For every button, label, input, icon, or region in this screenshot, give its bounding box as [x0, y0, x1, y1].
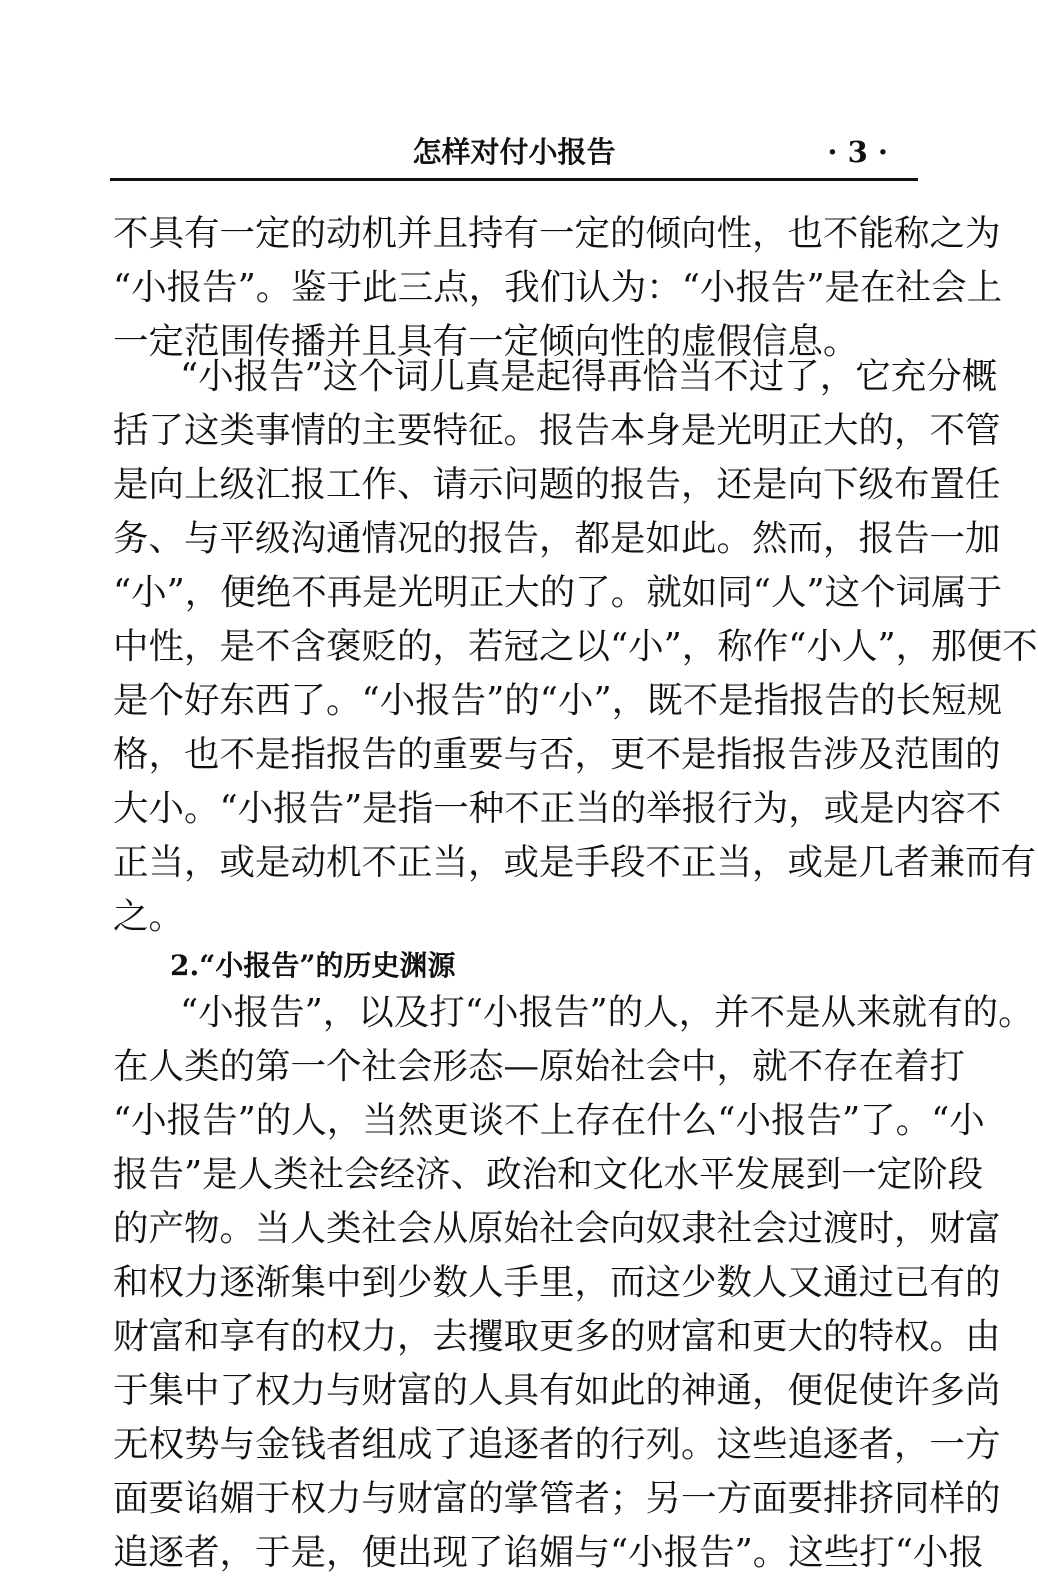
paragraph-first-line: “小报告”，以及打“小报告”的人，并不是从来就有的。: [180, 992, 1034, 1033]
running-header: [110, 128, 918, 176]
body-line: 面要谄媚于权力与财富的掌管者；另一方面要排挤同样的: [113, 1478, 1001, 1519]
body-line: 无权势与金钱者组成了追逐者的行列。这些追逐者，一方: [113, 1424, 1001, 1465]
body-line: 是向上级汇报工作、请示问题的报告，还是向下级布置任: [113, 464, 1001, 505]
section-heading: 2.“小报告”的历史渊源: [170, 949, 456, 982]
body-line: “小报告”。鉴于此三点，我们认为：“小报告”是在社会上: [113, 267, 1003, 308]
body-line: 在人类的第一个社会形态—原始社会中，就不存在着打: [113, 1046, 966, 1087]
body-line: 大小。“小报告”是指一种不正当的举报行为，或是内容不: [113, 788, 1002, 829]
page-number: · 3 ·: [827, 135, 888, 169]
body-line: 中性，是不含褒贬的，若冠之以“小”，称作“小人”，那便不: [113, 626, 1038, 667]
body-line: 务、与平级沟通情况的报告，都是如此。然而，报告一加: [113, 518, 1001, 559]
body-line: 于集中了权力与财富的人具有如此的神通，便促使许多尚: [113, 1370, 1001, 1411]
body-line: 是个好东西了。“小报告”的“小”，既不是指报告的长短规: [113, 680, 1003, 721]
body-line: “小报告”的人，当然更谈不上存在什么“小报告”了。“小: [113, 1100, 985, 1141]
body-line: 财富和享有的权力，去攫取更多的财富和更大的特权。由: [113, 1316, 1001, 1357]
body-line: 不具有一定的动机并且持有一定的倾向性，也不能称之为: [113, 213, 1001, 254]
body-line: 追逐者，于是，便出现了谄媚与“小报告”。这些打“小报: [113, 1532, 984, 1573]
body-line: 报告”是人类社会经济、政治和文化水平发展到一定阶段: [113, 1154, 984, 1195]
body-line: 格，也不是指报告的重要与否，更不是指报告涉及范围的: [113, 734, 1001, 775]
body-line: 和权力逐渐集中到少数人手里，而这少数人又通过已有的: [113, 1262, 1001, 1303]
body-line: 括了这类事情的主要特征。报告本身是光明正大的，不管: [113, 410, 1001, 451]
running-header-title: 怎样对付小报告: [412, 135, 616, 169]
header-rule: [110, 178, 918, 181]
body-line: 正当，或是动机不正当，或是手段不正当，或是几者兼而有: [113, 842, 1037, 883]
paragraph-first-line: “小报告”这个词儿真是起得再恰当不过了，它充分概: [180, 356, 998, 397]
body-line: 之。: [113, 896, 185, 937]
body-line: “小”，便绝不再是光明正大的了。就如同“人”这个词属于: [113, 572, 1003, 613]
body-line: 的产物。当人类社会从原始社会向奴隶社会过渡时，财富: [113, 1208, 1001, 1249]
body-line: 一定范围传播并且具有一定倾向性的虚假信息。: [113, 321, 859, 362]
